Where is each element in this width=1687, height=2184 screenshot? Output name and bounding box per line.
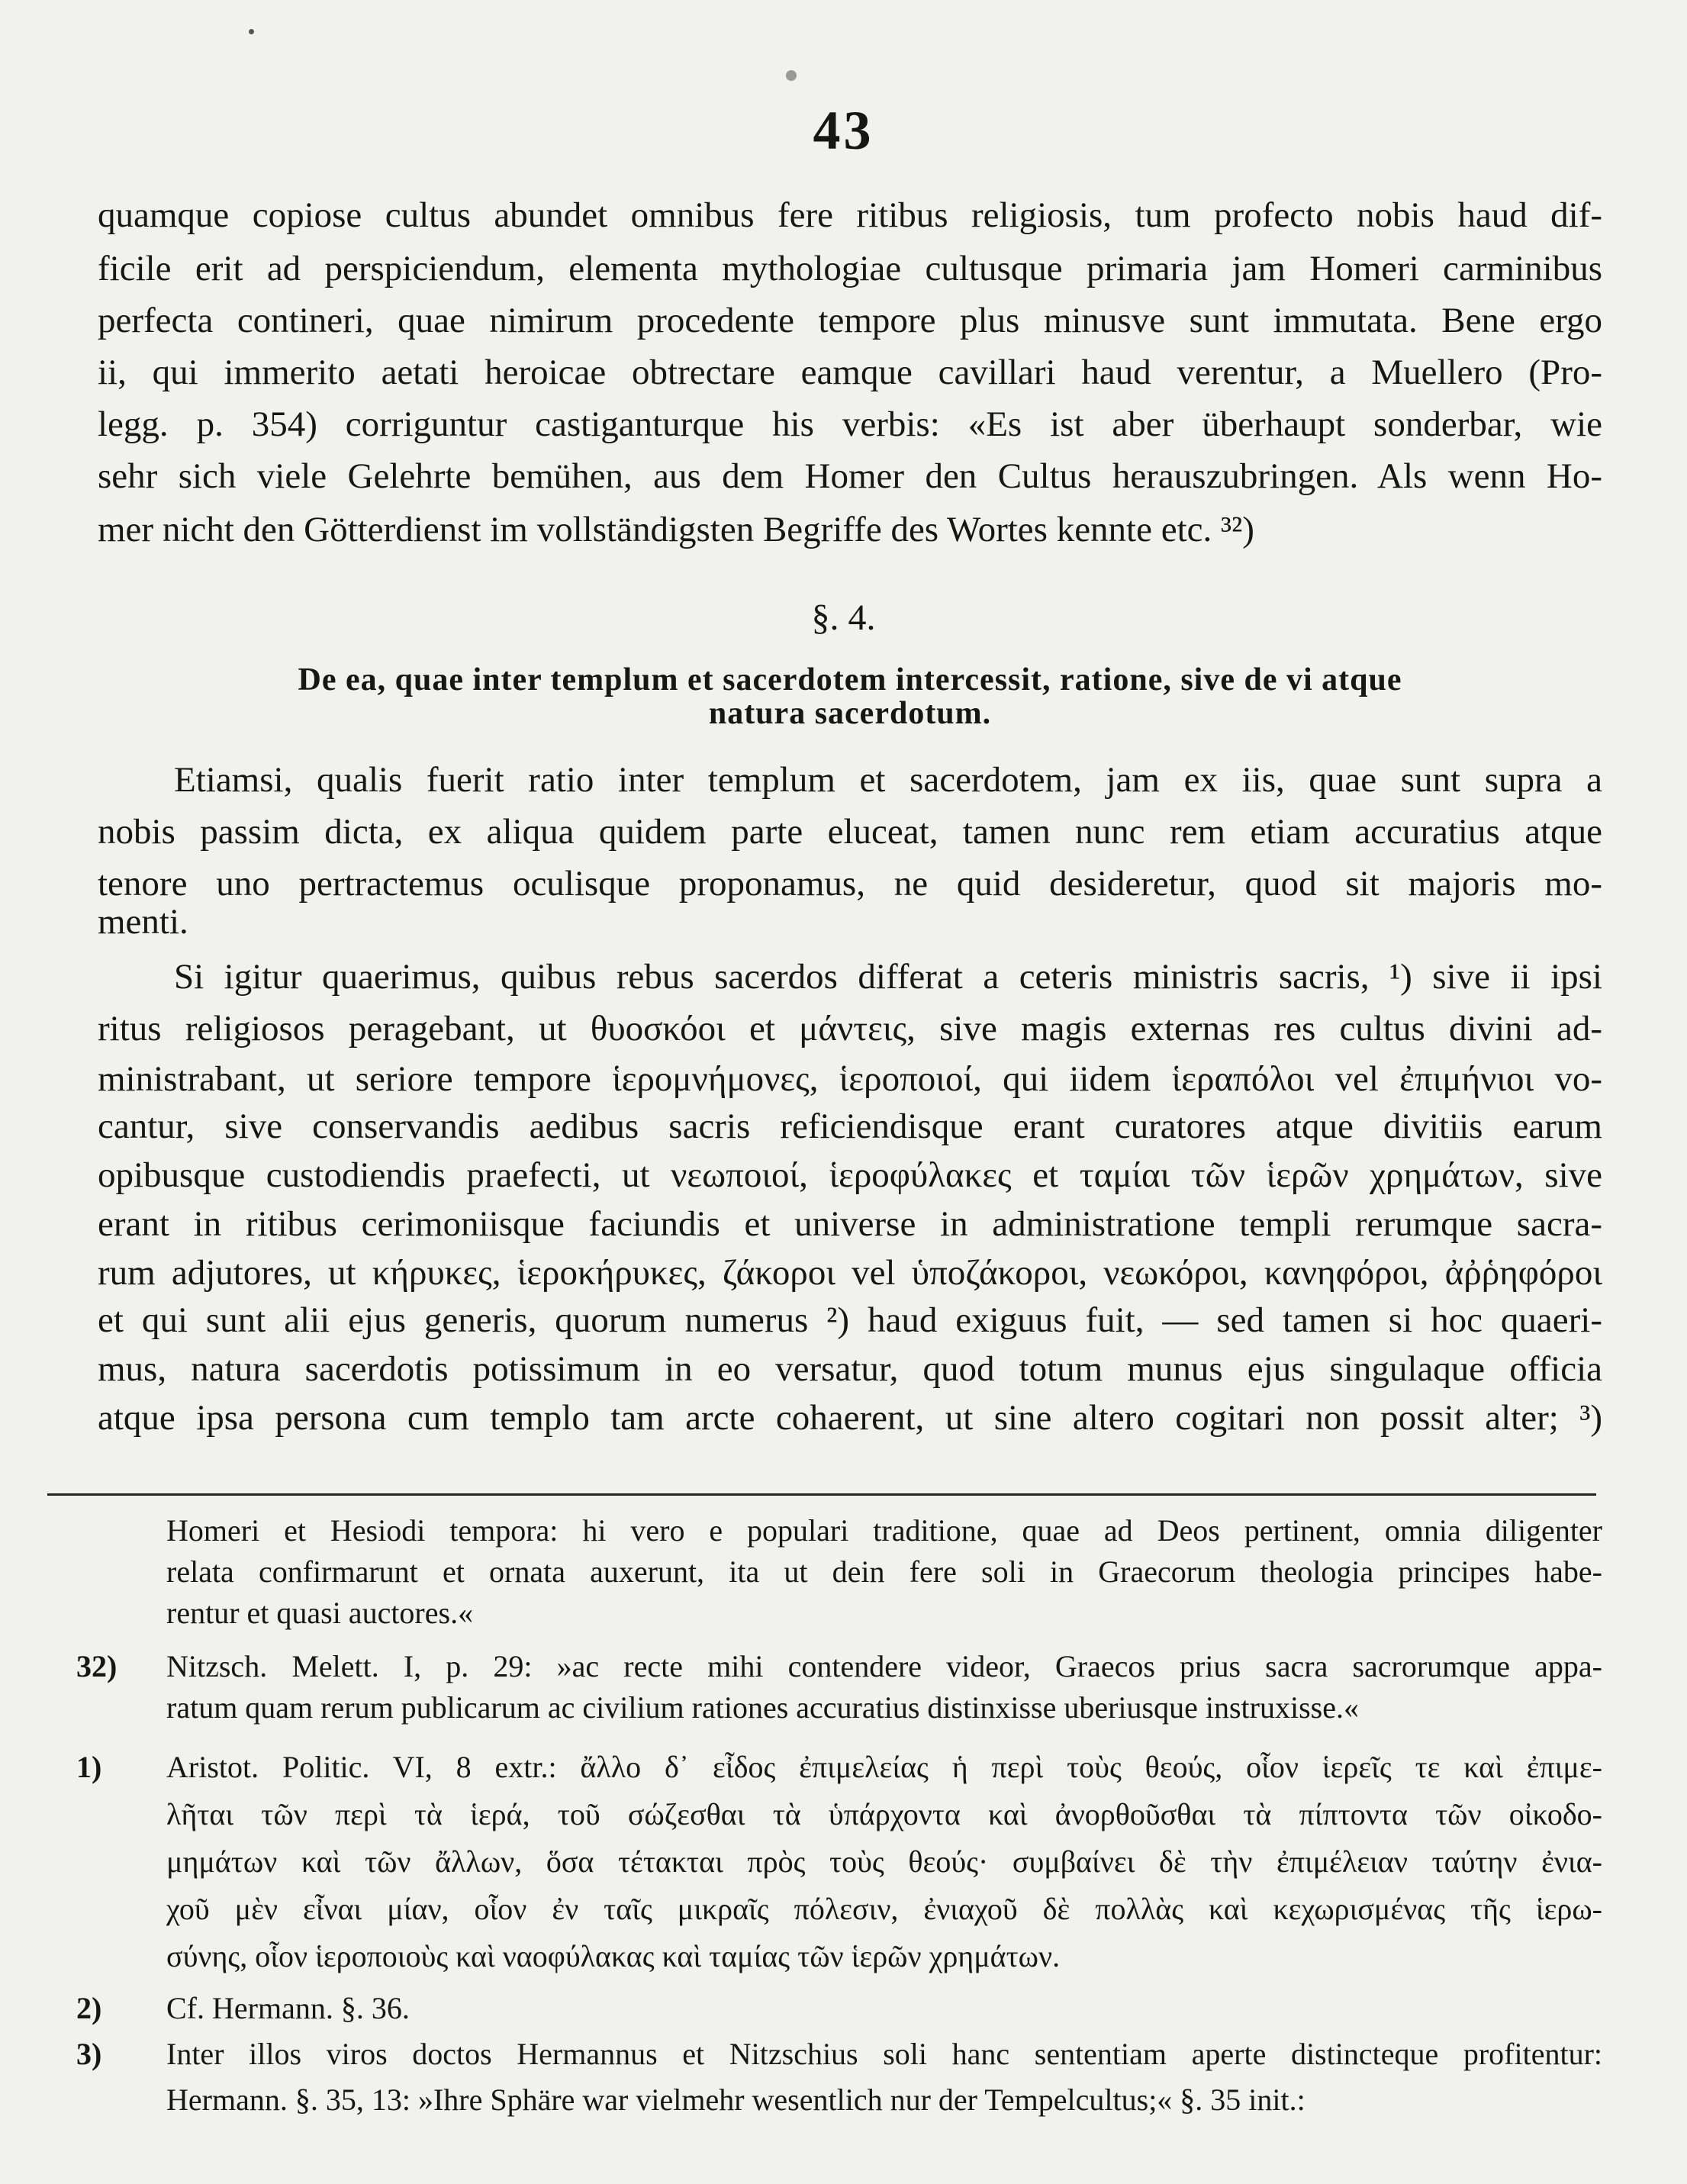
- text-line: menti.: [98, 902, 188, 942]
- footnote-separator: [47, 1493, 1596, 1496]
- footnote-line: χοῦ μὲν εἶναι μίαν, οἷον ἐν ταῖς μικραῖς πόλεσιν, ἐνιαχοῦ δὲ πολλὰς καὶ κεχωρισμένας τῆς ἱερω-: [166, 1892, 1602, 1926]
- footnote-number: [76, 1748, 145, 1787]
- footnote-marker: 1): [76, 1750, 102, 1784]
- text-line: perfecta contineri, quae nimirum procedente tempore plus minusve sunt immutata. Bene ergo: [98, 301, 1602, 340]
- page-number: 43: [813, 100, 874, 161]
- footnote-line: Cf. Hermann. §. 36.: [166, 1991, 410, 2025]
- text-line: legg. p. 354) corriguntur castiganturque his verbis: «Es ist aber überhaupt sonderbar, wie: [98, 404, 1602, 444]
- section-number: §. 4.: [811, 598, 876, 638]
- text-line: tenore uno pertractemus oculisque proponamus, ne quid desideretur, quod sit majoris mo-: [98, 864, 1602, 904]
- ink-speck: [249, 29, 254, 34]
- footnote-line: Nitzsch. Melett. I, p. 29: »ac recte mihi contendere videor, Graecos prius sacra sacrorumque appa-: [166, 1649, 1602, 1683]
- text-line: ii, qui immerito aetati heroicae obtrectare eamque cavillari haud verentur, a Muellero (Pro-: [98, 353, 1602, 392]
- text-line: erant in ritibus cerimoniisque faciundis et universe in administratione templi rerumque sacra-: [98, 1204, 1602, 1244]
- footnote-line: relata confirmarunt et ornata auxerunt, ita ut dein fere soli in Graecorum theologia principes habe-: [166, 1554, 1602, 1589]
- footnote-line: Aristot. Politic. VI, 8 extr.: ἄλλο δ᾽ εἶδος ἐπιμελείας ἡ περὶ τοὺς θεούς, οἷον ἱερεῖς τε καὶ ἐπιμε-: [166, 1750, 1602, 1784]
- footnote-number: [76, 1647, 145, 1686]
- text-line: et qui sunt alii ejus generis, quorum numerus ²) haud exiguus fuit, — sed tamen si hoc quaeri-: [98, 1300, 1602, 1340]
- text-line: ritus religiosos peragebant, ut θυοσκόοι et μάντεις, sive magis externas res cultus divini ad-: [98, 1009, 1602, 1049]
- footnote-number: [76, 1989, 145, 2028]
- text-line: ministrabant, ut seriore tempore ἱερομνήμονες, ἱεροποιοί, qui iidem ἱεραπόλοι vel ἐπιμήνιοι vo-: [98, 1059, 1602, 1099]
- text-line: atque ipsa persona cum templo tam arcte cohaerent, ut sine altero cogitari non possit alter; ³): [98, 1398, 1602, 1438]
- text-line: opibusque custodiendis praefecti, ut νεωποιοί, ἱεροφύλακες et ταμίαι τῶν ἱερῶν χρημάτων, sive: [98, 1155, 1602, 1195]
- section-heading-cont: natura sacerdotum.: [708, 696, 992, 731]
- footnote-line: ratum quam rerum publicarum ac civilium rationes accuratius distinxisse uberiusque instruxisse.«: [166, 1690, 1359, 1725]
- footnote-marker: 32): [76, 1649, 118, 1683]
- footnote-line: Inter illos viros doctos Hermannus et Nitzschius soli hanc sententiam aperte distincteque profitentur:: [166, 2037, 1602, 2071]
- footnote-line: Homeri et Hesiodi tempora: hi vero e populari traditione, quae ad Deos pertinent, omnia diligenter: [166, 1513, 1602, 1548]
- text-line: mer nicht den Götterdienst im vollständigsten Begriffe des Wortes kennte etc. ³²): [98, 510, 1254, 549]
- footnote-marker: 2): [76, 1991, 102, 2025]
- footnote-number: [76, 2034, 145, 2074]
- text-line: nobis passim dicta, ex aliqua quidem parte eluceat, tamen nunc rem etiam accuratius atque: [98, 812, 1602, 852]
- section-heading: De ea, quae inter templum et sacerdotem intercessit, ratione, sive de vi atque: [298, 662, 1402, 697]
- text-line: cantur, sive conservandis aedibus sacris reficiendisque erant curatores atque divitiis earum: [98, 1106, 1602, 1146]
- text-line: ficile erit ad perspiciendum, elementa mythologiae cultusque primaria jam Homeri carminibus: [98, 249, 1602, 288]
- footnote-marker: 3): [76, 2037, 102, 2071]
- text-line: Etiamsi, qualis fuerit ratio inter templum et sacerdotem, jam ex iis, quae sunt supra a: [174, 760, 1602, 800]
- footnote-line: σύνης, οἷον ἱεροποιοὺς καὶ ναοφύλακας καὶ ταμίας τῶν ἱερῶν χρημάτων.: [166, 1939, 1061, 1973]
- text-line: mus, natura sacerdotis potissimum in eo versatur, quod totum munus ejus singulaque officia: [98, 1349, 1602, 1389]
- ink-speck: [786, 70, 797, 81]
- text-line: sehr sich viele Gelehrte bemühen, aus dem Homer den Cultus herauszubringen. Als wenn Ho-: [98, 456, 1602, 496]
- footnote-line: μημάτων καὶ τῶν ἄλλων, ὅσα τέτακται πρὸς τοὺς θεούς· συμβαίνει δὲ τὴν ἐπιμέλειαν ταύτην ἐνια-: [166, 1844, 1602, 1879]
- text-line: rum adjutores, ut κήρυκες, ἱεροκήρυκες, ζάκοροι vel ὑποζάκοροι, νεωκόροι, κανηφόροι, ἀῤῥηφόροι: [98, 1253, 1602, 1293]
- footnote-line: Hermann. §. 35, 13: »Ihre Sphäre war vielmehr wesentlich nur der Tempelcultus;« §. 35 init.:: [166, 2083, 1305, 2117]
- text-line: quamque copiose cultus abundet omnibus fere ritibus religiosis, tum profecto nobis haud dif-: [98, 195, 1602, 235]
- text-line: Si igitur quaerimus, quibus rebus sacerdos differat a ceteris ministris sacris, ¹) sive ii ipsi: [174, 957, 1602, 997]
- footnote-line: rentur et quasi auctores.«: [166, 1596, 474, 1630]
- footnote-line: λῆται τῶν περὶ τὰ ἱερά, τοῦ σώζεσθαι τὰ ὑπάρχοντα καὶ ἀνορθοῦσθαι τὰ πίπτοντα τῶν οἰκοδο-: [166, 1797, 1602, 1831]
